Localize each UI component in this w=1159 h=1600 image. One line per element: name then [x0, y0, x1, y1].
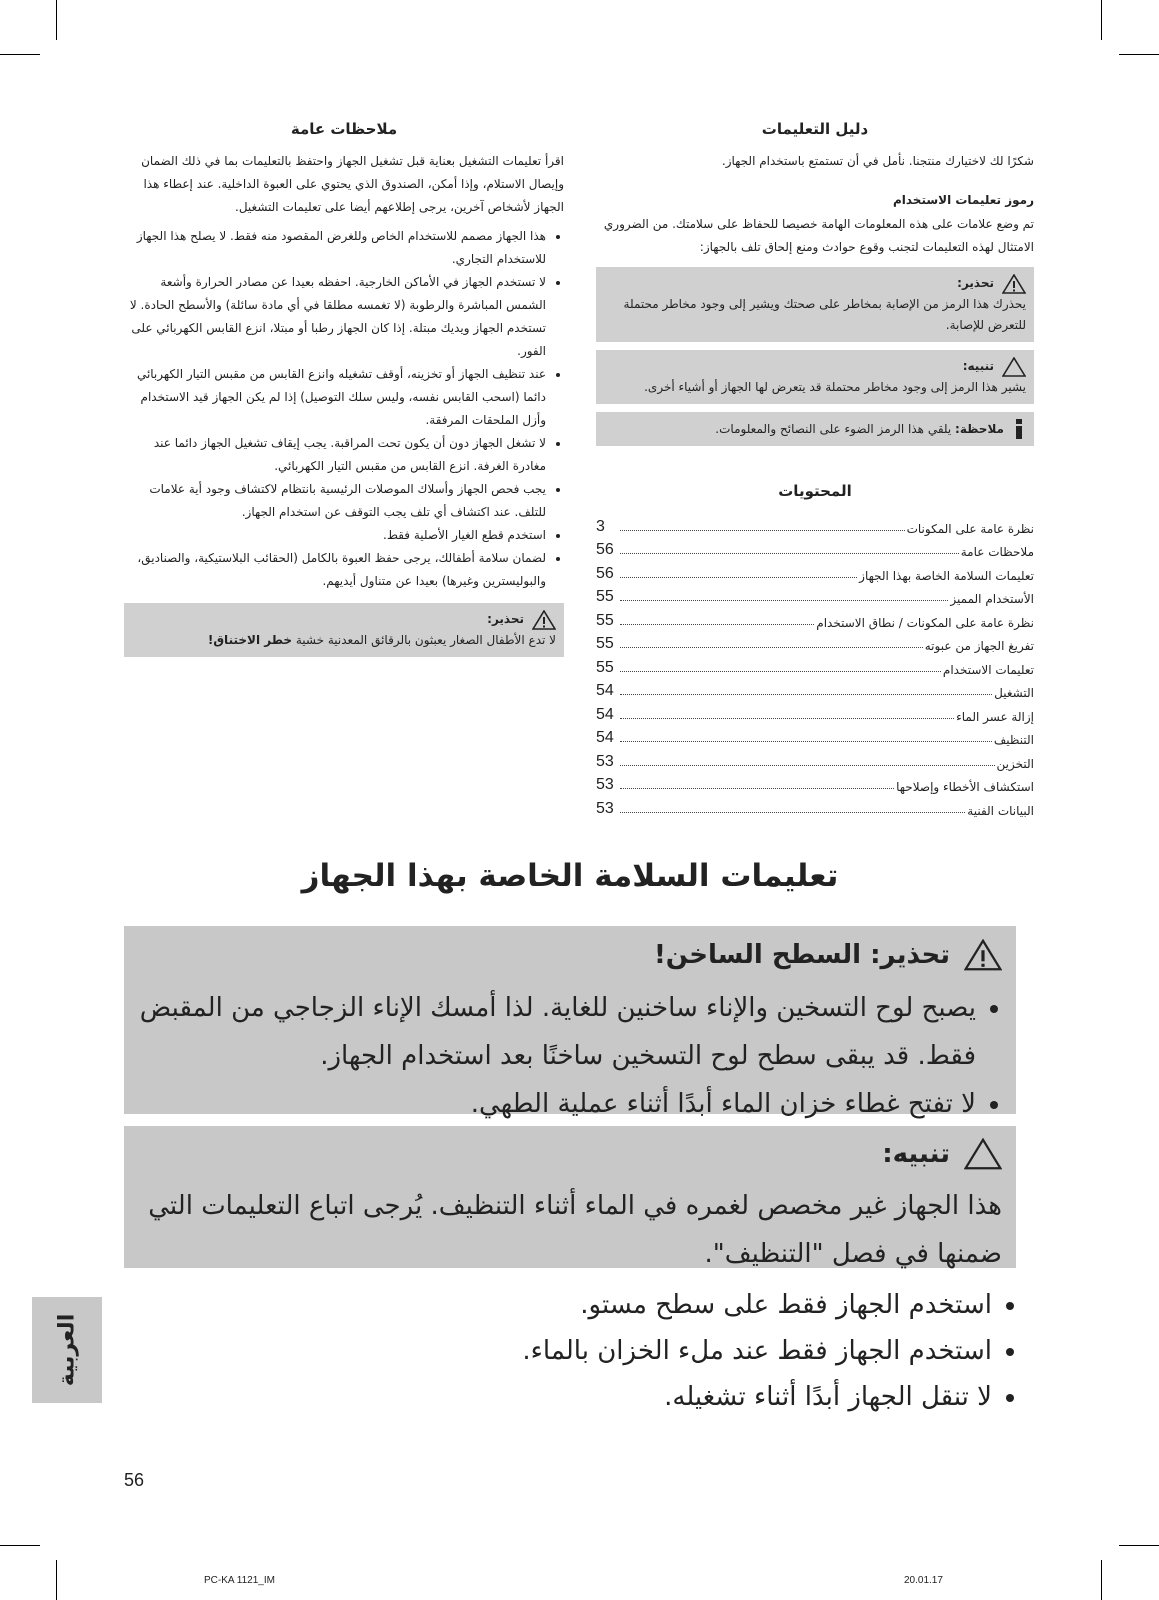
child-warning-label: تحذير: [487, 612, 524, 626]
hot-surface-heading: تحذير: السطح الساخن! [653, 940, 950, 970]
warning-text: يحذرك هذا الرمز من الإصابة بمخاطر على صحتك ويشير إلى وجود مخاطر محتملة للتعرض للإصابة. [623, 297, 1026, 332]
toc-item [596, 606, 1034, 630]
hot-surface-bullets [124, 984, 1016, 1128]
caution-text: يشير هذا الرمز إلى وجود مخاطر محتملة قد يتعرض لها الجهاز أو أشياء أخرى. [644, 380, 1026, 394]
symbols-text: تم وضع علامات على هذه المعلومات الهامة خصيصا للحفاظ على سلامتك. من الضروري الامتثال لهذه التعليمات لتجنب وقوع حوادث ومنع إلحاق تلف بالجهاز: [603, 217, 1034, 254]
toc-item-page: 55 [596, 611, 614, 629]
toc-leader-dots [620, 718, 954, 719]
crop-mark [1101, 0, 1102, 40]
toc-item [596, 583, 1034, 607]
toc-item-page: 53 [596, 799, 614, 817]
toc-item [596, 700, 1034, 724]
bullet-item: • يجب فحص الجهاز وأسلاك الموصلات الرئيسية بانتظام لاكتشاف وجود أية علامات للتلف. عند اكتشاف أي تلف يجب التوقف عن استخدام الجهاز. [124, 478, 546, 524]
toc-item [596, 747, 1034, 771]
toc-item-page: 3 [596, 517, 605, 535]
crop-mark [0, 1545, 40, 1546]
child-warning-emphasis: خطر الاختناق! [207, 633, 293, 647]
toc-leader-dots [620, 694, 992, 695]
toc-leader-dots [620, 765, 995, 766]
toc-item-title: الأستخدام المميز [950, 592, 1034, 606]
manual-title: دليل التعليمات [761, 120, 869, 138]
toc-item-page: 56 [596, 564, 614, 582]
general-intro: اقرأ تعليمات التشغيل بعناية قبل تشغيل الجهاز واحتفظ بالتعليمات بما في ذلك الضمان وإيصال الاستلام، وإذا أمكن، الصندوق الذي يحتوي على العبوة الداخلية. عند إعطاء هذا الجهاز لأشخاص آخرين، يرجى إطلاعهم أيضا على تعليمات التشغيل. [141, 154, 564, 214]
toc-item-page: 55 [596, 588, 614, 605]
warning-icon [532, 610, 556, 630]
warning-icon [1002, 274, 1026, 294]
toc-item-title: التنظيف [993, 733, 1034, 747]
caution-icon [964, 1138, 1002, 1170]
language-tab-label: العربية [54, 1313, 80, 1387]
manual-column [596, 120, 1034, 818]
toc-leader-dots [620, 647, 923, 648]
toc-leader-dots [620, 600, 948, 601]
toc-leader-dots [620, 788, 894, 789]
safety-bullets [124, 1282, 1020, 1420]
child-warning-box [124, 603, 564, 657]
toc-item-title: تعليمات السلامة الخاصة بهذا الجهاز [859, 568, 1034, 583]
toc-item-page: 55 [596, 635, 614, 652]
toc-list [596, 512, 1034, 818]
toc-leader-dots [620, 741, 992, 742]
toc-item-page: 54 [596, 682, 614, 699]
toc-item-title: نظرة عامة على المكونات [906, 521, 1034, 536]
toc-leader-dots [620, 812, 965, 813]
toc-item-page: 54 [596, 729, 614, 746]
page-number: 56 [124, 1470, 145, 1490]
toc-item-title: استكشاف الأخطاء وإصلاحها [896, 780, 1034, 794]
warning-icon [964, 939, 1002, 971]
symbols-heading: رموز تعليمات الاستخدام [892, 193, 1034, 207]
crop-mark [56, 0, 57, 40]
general-title: ملاحظات عامة [290, 120, 398, 138]
toc-leader-dots [620, 624, 814, 625]
toc-item-title: البيانات الفنية [967, 803, 1034, 818]
toc-item-title: التشغيل [994, 686, 1034, 700]
bullet-item: • هذا الجهاز مصمم للاستخدام الخاص وللغرض المقصود منه فقط. لا يصلح هذا الجهاز للاستخدام التجاري. [124, 225, 546, 271]
footer-code: PC-KA 1121_IM [204, 1575, 275, 1586]
toc-title: المحتويات [778, 482, 852, 500]
caution-label: تنبيه: [962, 359, 994, 373]
bullet-item: • لا تنقل الجهاز أبدًا أثناء تشغيله. [124, 1374, 992, 1420]
caution-heading: تنبيه: [882, 1139, 950, 1169]
bullet-item: • لا تستخدم الجهاز في الأماكن الخارجية. احفظه بعيدا عن مصادر الحرارة وأشعة الشمس المباشرة والرطوبة (لا تغمسه مطلقا في أي مادة سائلة) والأسطح الحادة. لا تستخدم الجهاز ويديك مبتلة. إذا كان الجهاز رطبا أو مبتلا، انزع القابس الكهربائي على الفور. [124, 271, 546, 363]
bullet-item: • لا تفتح غطاء خزان الماء أبدًا أثناء عملية الطهي. [138, 1080, 976, 1128]
toc-item-title: إزالة عسر الماء [956, 709, 1034, 724]
toc-leader-dots [620, 553, 959, 554]
note-box [596, 412, 1034, 446]
bullet-item: • استخدم قطع الغيار الأصلية فقط. [124, 524, 546, 547]
toc-item-title: نظرة عامة على المكونات / نطاق الاستخدام [816, 615, 1034, 630]
crop-mark [1101, 1560, 1102, 1600]
toc-item [596, 794, 1034, 818]
hot-surface-warning-box [124, 926, 1016, 1119]
bullet-item: • يصبح لوح التسخين والإناء ساخنين للغاية. لذا أمسك الإناء الزجاجي من المقبض فقط. قد يبقى سطح لوح التسخين ساخنًا بعد استخدام الجهاز. [138, 984, 976, 1080]
toc-leader-dots [620, 530, 905, 531]
toc-item-title: تفريغ الجهاز من عبوته [924, 639, 1034, 653]
toc-item-title: التخزين [996, 756, 1034, 771]
warning-label: تحذير: [957, 276, 994, 290]
toc-item-page: 53 [596, 776, 614, 793]
toc-item-title: ملاحظات عامة [960, 545, 1034, 559]
toc-item-page: 55 [596, 658, 614, 676]
bullet-item: • عند تنظيف الجهاز أو تخزينه، أوقف تشغيله وانزع القابس من مقبس التيار الكهربائي دائما (اسحب القابس نفسه، وليس سلك التوصيل) إذا لم يكن الجهاز قيد الاستخدام وأزل الملحقات المرفقة. [124, 363, 546, 432]
toc-leader-dots [620, 671, 941, 672]
note-label: ملاحظة: [955, 421, 1004, 436]
toc-item-page: 54 [596, 705, 614, 723]
toc-item [596, 512, 1034, 536]
language-tab [32, 1297, 102, 1403]
crop-mark [0, 54, 40, 55]
toc-item-title: تعليمات الاستخدام [942, 662, 1034, 677]
warning-box [596, 267, 1034, 342]
toc-item-page: 53 [596, 752, 614, 770]
bullet-item: • لضمان سلامة أطفالك، يرجى حفظ العبوة بالكامل (الحقائب البلاستيكية، والصناديق، والبوليسترين وغيرها) بعيدا عن متناول أيديهم. [124, 547, 546, 593]
caution-icon [1002, 357, 1026, 377]
general-column [124, 120, 564, 657]
general-bullets [124, 225, 564, 593]
caution-box [596, 350, 1034, 404]
bullet-item: • استخدم الجهاز فقط على سطح مستو. [124, 1282, 992, 1328]
toc-item [596, 677, 1034, 701]
crop-mark [1119, 1545, 1159, 1546]
toc-item [596, 724, 1034, 748]
crop-mark [56, 1560, 57, 1600]
caution-body: هذا الجهاز غير مخصص لغمره في الماء أثناء التنظيف. يُرجى اتباع التعليمات التي ضمنها في فصل "التنظيف". [148, 1191, 1002, 1269]
toc-item [596, 653, 1034, 677]
toc-item [596, 630, 1034, 654]
toc-leader-dots [620, 577, 857, 578]
footer-date: 20.01.17 [904, 1575, 943, 1586]
safety-title: تعليمات السلامة الخاصة بهذا الجهاز [301, 858, 839, 894]
crop-mark [1119, 54, 1159, 55]
toc-item [596, 536, 1034, 560]
toc-item [596, 559, 1034, 583]
bullet-item: • لا تشغل الجهاز دون أن يكون تحت المراقبة. يجب إيقاف تشغيل الجهاز دائما عند مغادرة الغرفة. انزع القابس من مقبس التيار الكهربائي. [124, 432, 546, 478]
thanks-text: شكرًا لك لاختيارك منتجنا. نأمل في أن تستمتع باستخدام الجهاز. [721, 154, 1034, 168]
toc-item [596, 771, 1034, 795]
info-icon [1012, 418, 1026, 440]
bullet-item: • استخدم الجهاز فقط عند ملء الخزان بالماء. [124, 1328, 992, 1374]
child-warning-text: لا تدع الأطفال الصغار يعبثون بالرقائق المعدنية خشية [292, 633, 556, 647]
immersion-caution-box [124, 1126, 1016, 1268]
toc-item-page: 56 [596, 541, 614, 558]
note-text: يلقي هذا الرمز الضوء على النصائح والمعلومات. [715, 421, 952, 436]
